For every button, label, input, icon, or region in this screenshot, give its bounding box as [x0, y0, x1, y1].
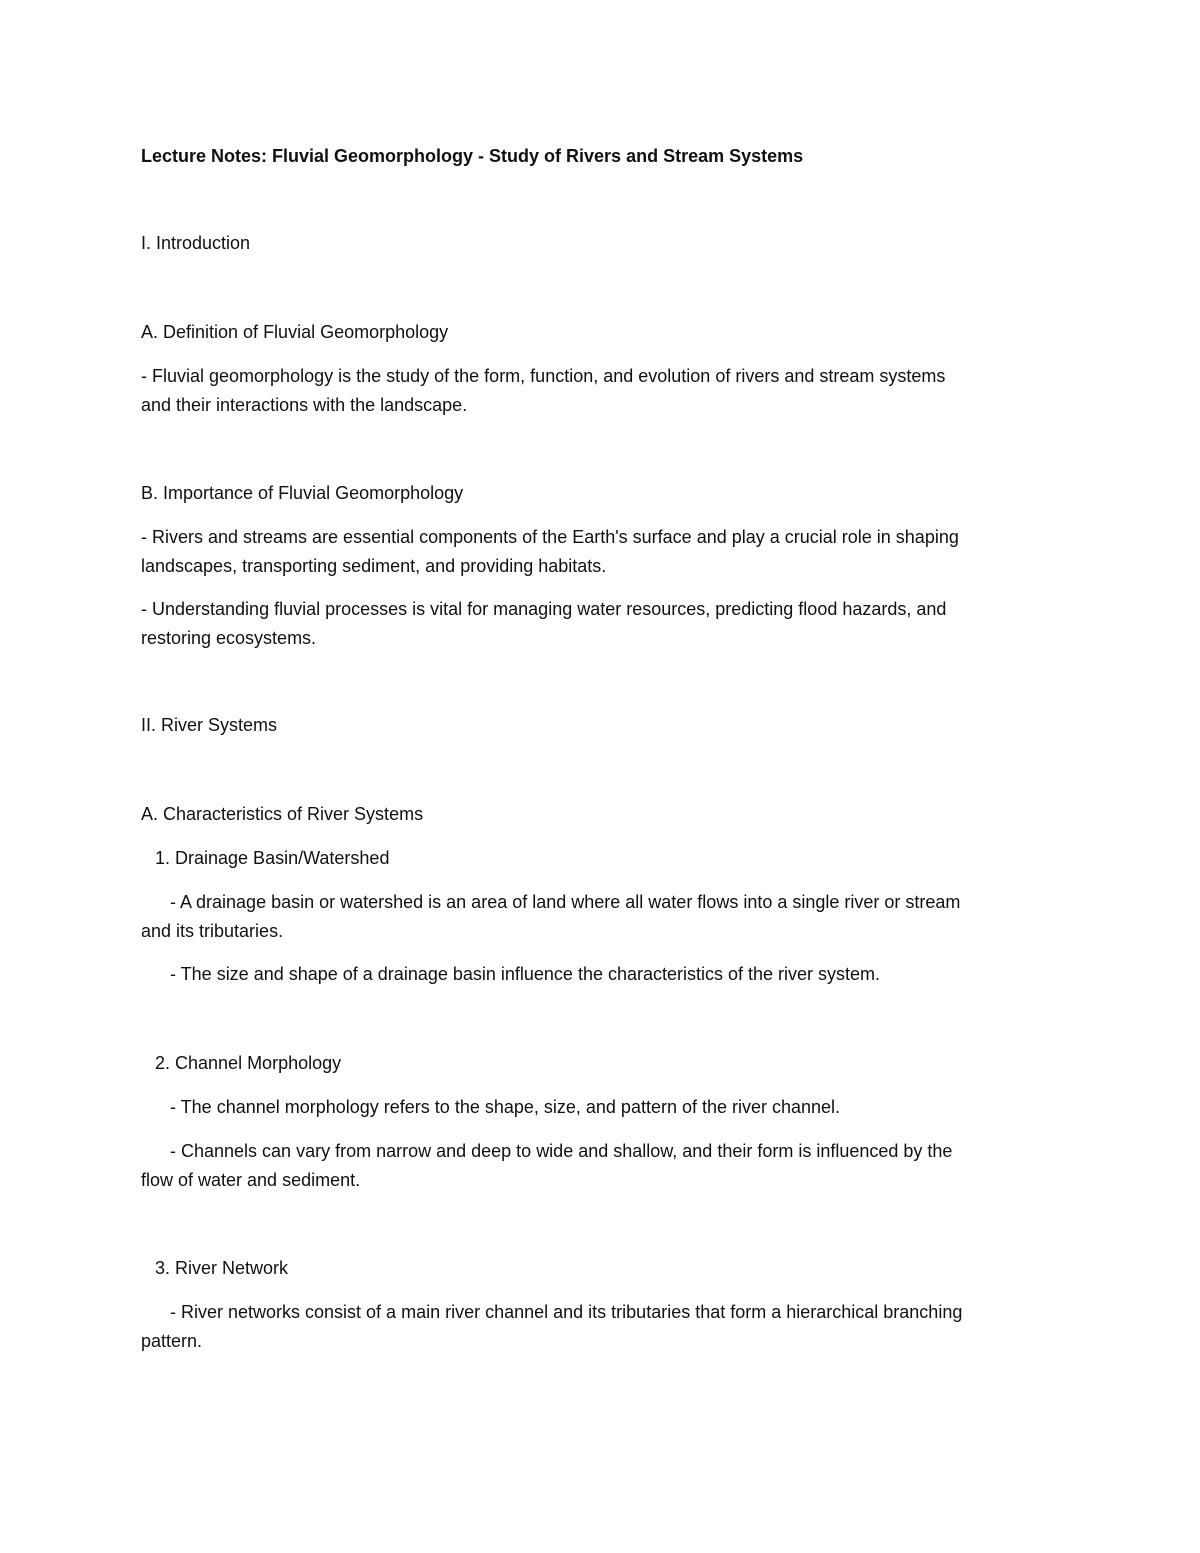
- paragraph-line: and its tributaries.: [141, 921, 284, 941]
- paragraph-line: flow of water and sediment.: [141, 1170, 361, 1190]
- paragraph-line: - The channel morphology refers to the shape, size, and pattern of the river channel.: [170, 1097, 841, 1117]
- section-heading-introduction: I. Introduction: [141, 233, 251, 253]
- paragraph-line: - Understanding fluvial processes is vital for managing water resources, predicting flood hazards, and: [141, 599, 947, 619]
- paragraph-line: - Fluvial geomorphology is the study of the form, function, and evolution of rivers and stream systems: [141, 366, 946, 386]
- section-heading-river-systems: II. River Systems: [141, 715, 278, 735]
- paragraph-line: - The size and shape of a drainage basin influence the characteristics of the river system.: [170, 964, 881, 984]
- item-heading-channel-morphology: 2. Channel Morphology: [155, 1053, 342, 1073]
- item-heading-drainage-basin: 1. Drainage Basin/Watershed: [155, 848, 390, 868]
- paragraph-line: - A drainage basin or watershed is an area of land where all water flows into a single river or stream: [170, 892, 961, 912]
- subsection-heading-characteristics: A. Characteristics of River Systems: [141, 804, 424, 824]
- document-title: Lecture Notes: Fluvial Geomorphology - Study of Rivers and Stream Systems: [141, 146, 804, 166]
- paragraph-line: - Channels can vary from narrow and deep to wide and shallow, and their form is influenced by the: [170, 1141, 953, 1161]
- paragraph-line: restoring ecosystems.: [141, 628, 317, 648]
- paragraph-line: landscapes, transporting sediment, and providing habitats.: [141, 556, 607, 576]
- paragraph-line: pattern.: [141, 1331, 203, 1351]
- subsection-heading-definition: A. Definition of Fluvial Geomorphology: [141, 322, 449, 342]
- item-heading-river-network: 3. River Network: [155, 1258, 289, 1278]
- paragraph-line: - Rivers and streams are essential components of the Earth's surface and play a crucial role in shaping: [141, 527, 959, 547]
- subsection-heading-importance: B. Importance of Fluvial Geomorphology: [141, 483, 464, 503]
- paragraph-line: and their interactions with the landscape.: [141, 395, 468, 415]
- paragraph-line: - River networks consist of a main river channel and its tributaries that form a hierarchical branching: [170, 1302, 963, 1322]
